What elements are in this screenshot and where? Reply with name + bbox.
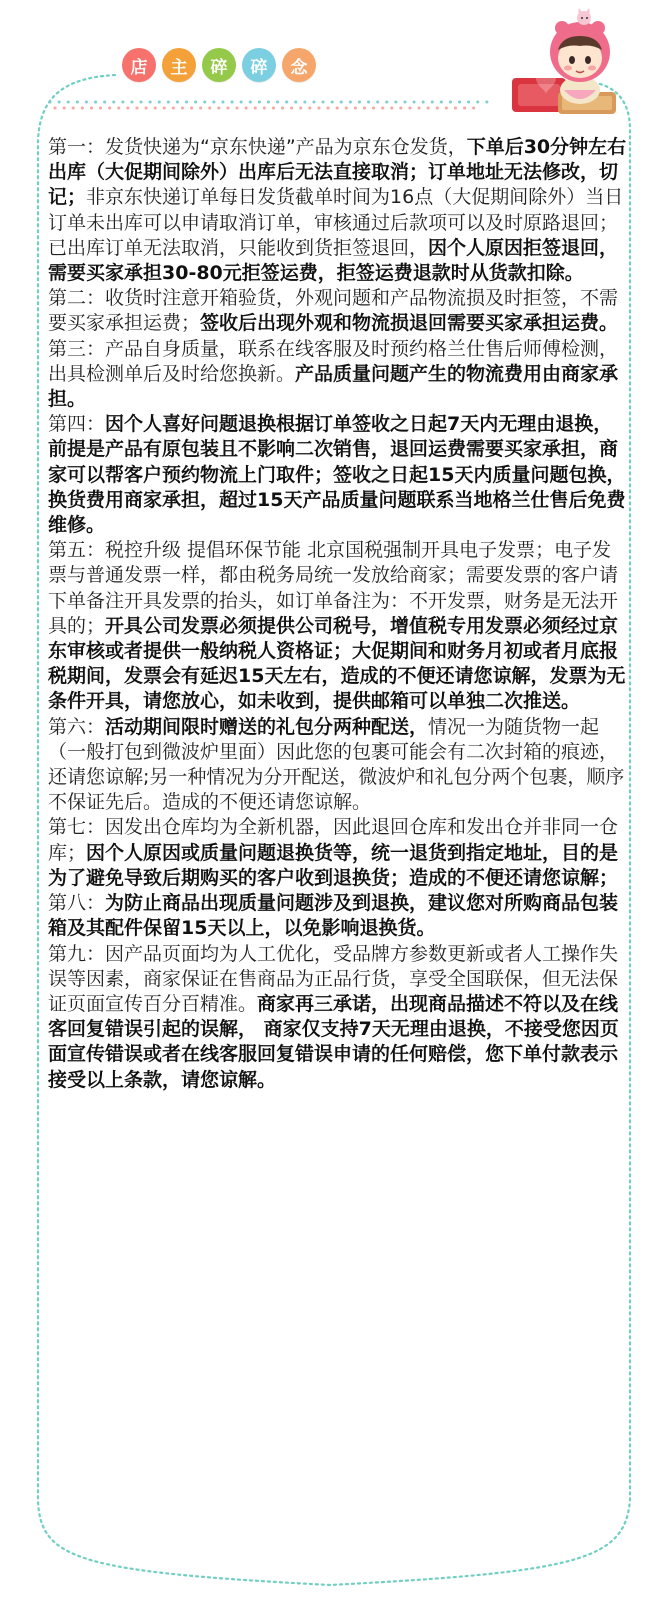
notice-item-2 [48,286,628,336]
bold-text: 商家再三承诺，出现商品描述不符以及在线客回复错误引起的误解， 商家仅支持7天无理由退换，不接受您因页面宣传错误或者在线客服回复错误申请的任何赔偿，您下单付款表示接受以上条款，请您谅解。 [48,992,619,1091]
text: 第五：税控升级 提倡环保节能 北京国税强制开具电子发票；电子发票与普通发票一样，都由税务局统一发放给商家；需要发票的客户请下单备注开具发票的抬头，如订单备注为：不开发票，财务是无法开具的； [48,539,619,637]
notice-item-5 [48,538,628,714]
bold-text: 产品质量问题产生的物流费用由商家承担。 [48,362,619,411]
text: 第一：发货快递为“京东快递”产品为京东仓发货， [48,136,467,158]
bold-text: 因个人原因拒签退回，需要买家承担30-80元拒签运费，拒签运费退款时从货款扣除。 [48,236,619,285]
text: 第九：因产品页面均为人工优化，受品牌方参数更新或者人工操作失误等因素，商家保证在售商品为正品行货，享受全国联保，但无法保证页面宣传百分百精准。 [48,942,619,1015]
notice-item-7 [48,815,628,891]
girl-with-heart-box-icon [492,8,620,120]
text: 第七：因发出仓库均为全新机器，因此退回仓库和发出仓并非同一仓库； [48,816,619,864]
title-char-3: 碎 [242,48,276,82]
text: 第二：收货时注意开箱验货，外观问题和产品物流损及时拒签，不需要买家承担运费； [48,287,619,335]
notice-item-4 [48,412,628,538]
notice-content [48,135,628,1093]
bold-text: 因个人原因或质量问题退换货等，统一退货到指定地址，目的是为了避免导致后期购买的客户收到退换货；造成的不便还请您谅解； [48,841,619,889]
bold-text: 开具公司发票必须提供公司税号，增值税专用发票必须经过京东审核或者提供一般纳税人资格证；大促期间和财务月初或者月底报税期间，发票会有延迟15天左右，造成的不便还请您谅解，发票为无条件开具，请您放心，如未收到，提供邮箱可以单独二次推送。 [48,614,626,713]
title-char-4: 念 [282,48,316,82]
notice-item-8 [48,891,628,941]
text: 第六： [48,715,106,738]
bold-text: 为防止商品出现质量问题涉及到退换，建议您对所购商品包装箱及其配件保留15天以上，以免影响退换货。 [48,892,619,940]
notice-item-1 [48,135,628,286]
notice-item-9 [48,942,628,1093]
title-char-1: 主 [162,48,196,82]
text: 第八： [48,892,106,915]
bold-text: 下单后30分钟左右出库（大促期间除外）出库后无法直接取消；订单地址无法修改，切记； [48,136,627,209]
text: 情况一为随货物一起（一般打包到微波炉里面）因此您的包裹可能会有二次封箱的痕迹，还请您谅解;另一种情况为分开配送，微波炉和礼包分两个包裹，顺序不保证先后。造成的不便还请您谅解。 [48,715,625,814]
bold-text: 签收后出现外观和物流损退回需要买家承担运费。 [200,312,619,335]
header-title [122,48,316,82]
text: 非京东快递订单每日发货截单时间为16点（大促期间除外）当日订单未出库可以申请取消订单，审核通过后款项可以及时原路退回；已出库订单无法取消，只能收到货拒签退回， [48,186,624,259]
bold-text: 因个人喜好问题退换根据订单签收之日起7天内无理由退换，前提是产品有原包装且不影响二次销售，退回运费需要买家承担，商家可以帮客户预约物流上门取件；签收之日起15天内质量问题包换，换货费用商家承担，超过15天产品质量问题联系当地格兰仕售后免费维修。 [48,413,626,537]
text: 第四： [48,413,106,436]
notice-item-6 [48,715,628,816]
notice-item-3 [48,337,628,413]
title-char-0: 店 [122,48,156,82]
text: 第三：产品自身质量，联系在线客服及时预约格兰仕售后师傅检测，出具检测单后及时给您换新。 [48,337,619,385]
title-char-2: 碎 [202,48,236,82]
bold-text: 活动期间限时赠送的礼包分两种配送， [105,715,429,738]
